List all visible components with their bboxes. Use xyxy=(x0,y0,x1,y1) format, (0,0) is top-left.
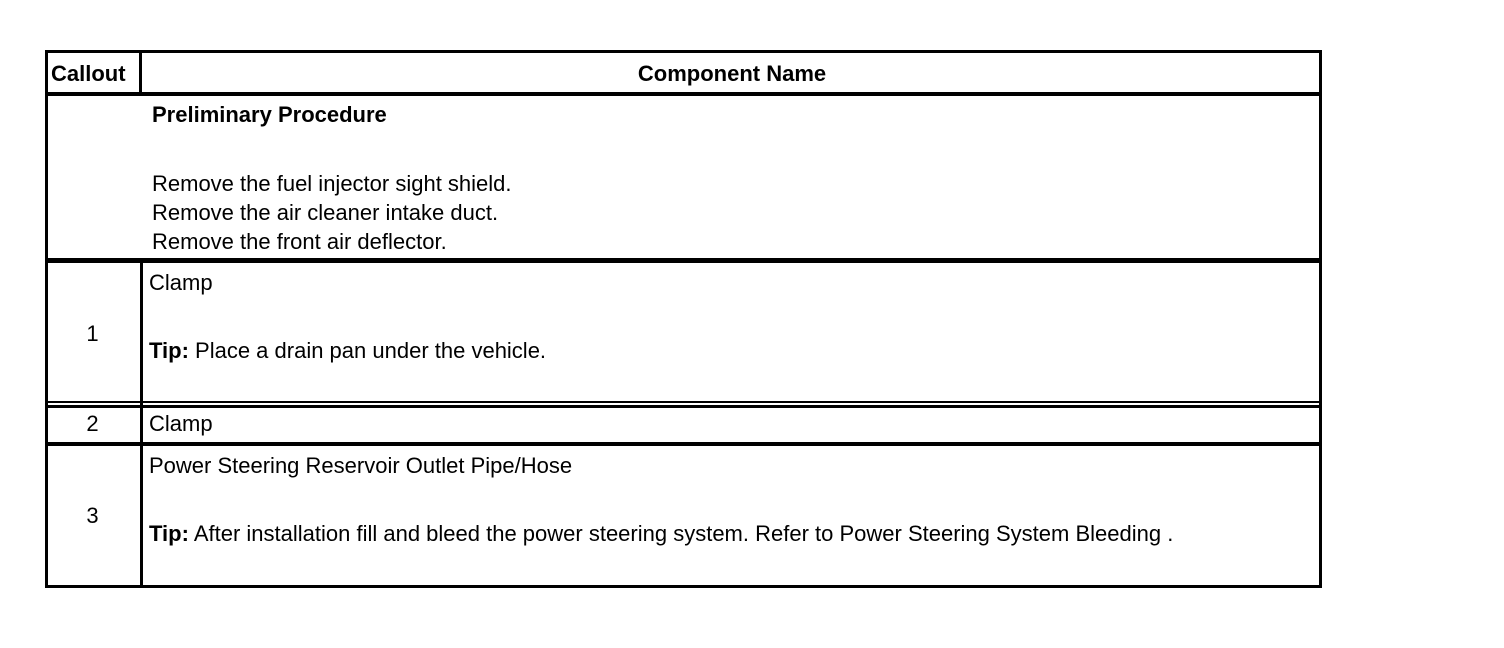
row1-divider-2 xyxy=(45,405,1322,408)
column-divider-rows xyxy=(140,260,143,588)
callout-number: 3 xyxy=(86,503,99,528)
tip xyxy=(149,519,1173,548)
tip-label: Tip: xyxy=(149,338,189,363)
preliminary-title: Preliminary Procedure xyxy=(152,102,387,127)
row2-divider xyxy=(45,442,1322,446)
table-border xyxy=(45,50,1322,588)
preliminary-step: Remove the air cleaner intake duct. xyxy=(152,200,499,225)
callout-number: 1 xyxy=(86,321,99,346)
tip-text: Place a drain pan under the vehicle. xyxy=(188,338,547,363)
tip-text: After installation fill and bleed the power steering system. Refer to Power Steering System Bleeding . xyxy=(188,521,1174,546)
tip xyxy=(149,336,546,365)
component-name: Clamp xyxy=(149,270,213,295)
header-callout: Callout xyxy=(51,61,126,86)
preliminary-step: Remove the fuel injector sight shield. xyxy=(152,171,512,196)
preliminary-divider xyxy=(45,258,1322,263)
row1-divider xyxy=(45,401,1322,403)
component-name: Power Steering Reservoir Outlet Pipe/Hose xyxy=(149,453,573,478)
header-component-name: Component Name xyxy=(637,61,827,86)
component-name: Clamp xyxy=(149,411,213,436)
header-divider xyxy=(45,92,1322,96)
component-table xyxy=(45,50,1322,588)
tip-label: Tip: xyxy=(149,521,189,546)
preliminary-step: Remove the front air deflector. xyxy=(152,229,447,254)
callout-number: 2 xyxy=(86,411,99,436)
